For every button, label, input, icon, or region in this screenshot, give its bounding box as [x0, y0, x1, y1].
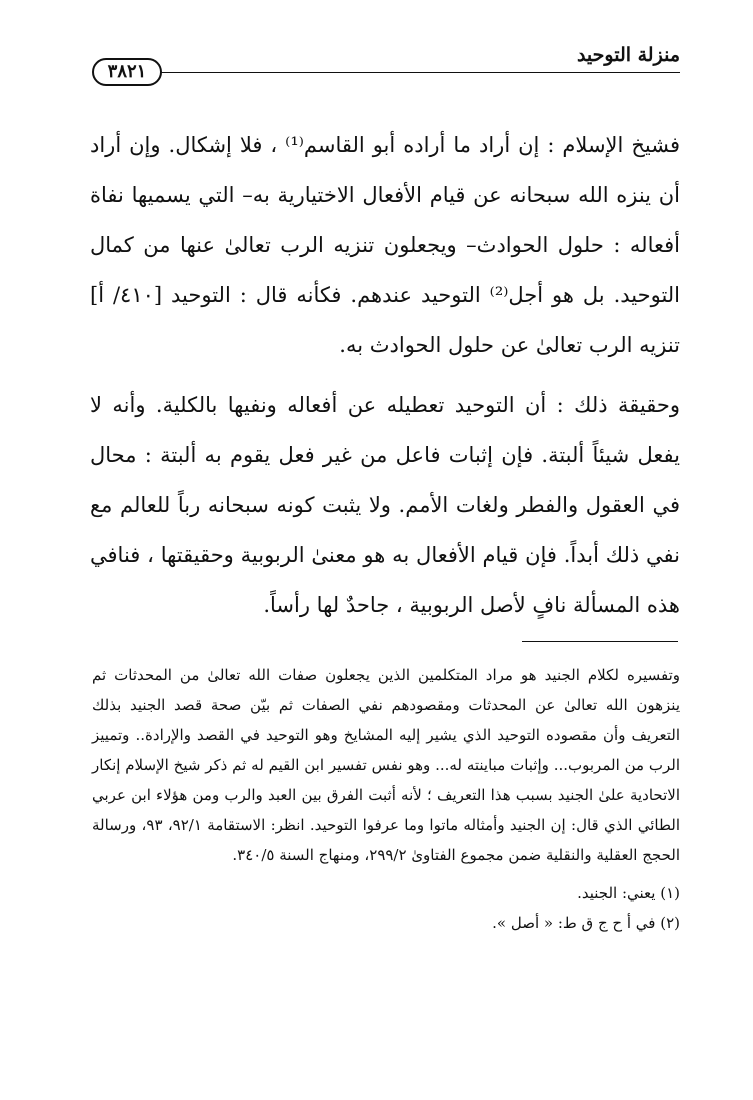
- footnotes: [92, 660, 680, 938]
- header-rule: [152, 72, 680, 73]
- footnote-list: [92, 878, 680, 938]
- footnote-item: (٢) في أ ح ج ق ط: « أصل ».: [492, 914, 680, 932]
- footnote-item: (١) يعني: الجنيد.: [577, 884, 680, 902]
- footnote-continuation: وتفسيره لكلام الجنيد هو مراد المتكلمين الذين يجعلون صفات الله تعالىٰ من المحدثات ثم ينزهون الله تعالىٰ عن المحدثات ومقصودهم نفي الصفات ثم بيّن صحة قصد الجنيد بذلك التعريف وأن مقصوده التوحيد الذي يشير إليه المشايخ وهو التوحيد في القصد والإرادة.. وتمييز الرب من المربوب... وإثبات مباينته له... وهو نفس تفسير ابن القيم له ثم ذكر شيخ الإسلام إنكار الاتحادية علىٰ الجنيد بسبب هذا التعريف ؛ لأنه أثبت الفرق بين العبد والرب ومن هؤلاء ابن عربي الطائي الذي قال: إن الجنيد وأمثاله ماتوا وما عرفوا التوحيد. انظر: الاستقامة ٩٢/١، ٩٣، ورسالة الحجج العقلية والنقلية ضمن مجموع الفتاوىٰ ٢٩٩/٢، ومنهاج السنة ٣٤٠/٥.: [92, 666, 680, 864]
- page-number: ٣٨٢١: [92, 58, 162, 86]
- main-paragraph: وحقيقة ذلك : أن التوحيد تعطيله عن أفعاله ونفيها بالكلية. وأنه لا يفعل شيئاً ألبتة. فإن إثبات فاعل من غير فعل يقوم به ألبتة : محال في العقول والفطر ولغات الأمم. ولا يثبت كونه سبحانه رباً للعالم مع نفي ذلك أبداً. فإن قيام الأفعال به هو معنىٰ الربوبية وحقيقتها ، فنافي هذه المسألة نافٍ لأصل الربوبية ، جاحدٌ لها رأساً.: [90, 393, 680, 617]
- footnote-separator: [522, 641, 678, 642]
- running-title: منزلة التوحيد: [576, 44, 680, 66]
- main-paragraph: فشيخ الإسلام : إن أراد ما أراده أبو القاسم⁽¹⁾ ، فلا إشكال. وإن أراد أن ينزه الله سبحانه عن قيام الأفعال الاختيارية به– التي يسميها نفاة أفعاله : حلول الحوادث– ويجعلون تنزيه الرب تعالىٰ عنها من كمال التوحيد. بل هو أجل⁽²⁾ التوحيد عندهم. فكأنه قال : التوحيد [٤١٠/ أ] تنزيه الرب تعالىٰ عن حلول الحوادث به.: [90, 133, 681, 357]
- running-header: [92, 40, 680, 86]
- main-text: [90, 120, 680, 630]
